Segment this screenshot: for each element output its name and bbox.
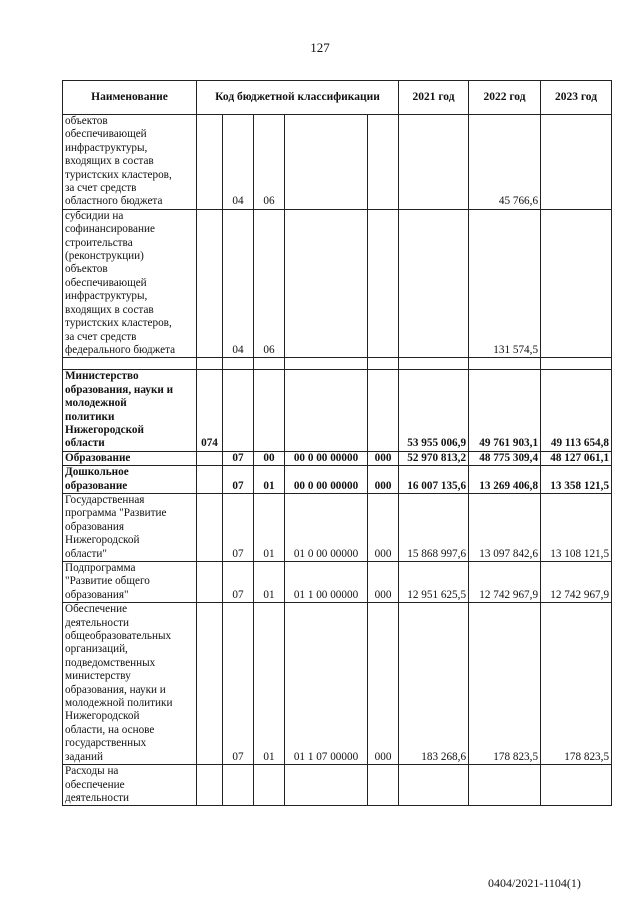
subsection-code bbox=[254, 370, 285, 451]
expense-type-code bbox=[368, 358, 399, 370]
header-budget-code: Код бюджетной классификации bbox=[197, 81, 399, 115]
ministry-code bbox=[197, 209, 223, 357]
amount-2022: 178 823,5 bbox=[469, 603, 541, 765]
amount-2023: 178 823,5 bbox=[541, 603, 612, 765]
document-code: 0404/2021-1104(1) bbox=[488, 876, 581, 890]
expense-type-code: 000 bbox=[368, 562, 399, 603]
subsection-code: 01 bbox=[254, 562, 285, 603]
expense-type-code bbox=[368, 209, 399, 357]
budget-table bbox=[62, 80, 612, 806]
subsection-code: 01 bbox=[254, 466, 285, 494]
row-name: субсидии на софинансирование строительства (реконструкции) объектов обеспечивающей инфраструктуры, входящих в состав туристских кластеров, за счет средств федерального бюджета bbox=[63, 209, 197, 357]
subsection-code bbox=[254, 765, 285, 806]
ministry-code bbox=[197, 466, 223, 494]
table-row bbox=[63, 358, 612, 370]
expense-type-code bbox=[368, 370, 399, 451]
page-number: 127 bbox=[310, 40, 330, 55]
subsection-code: 01 bbox=[254, 603, 285, 765]
target-article-code: 01 1 00 00000 bbox=[285, 562, 368, 603]
table-row bbox=[63, 603, 612, 765]
table-row bbox=[63, 765, 612, 806]
section-code bbox=[223, 358, 254, 370]
header-2021: 2021 год bbox=[399, 81, 469, 115]
expense-type-code: 000 bbox=[368, 451, 399, 465]
amount-2021: 183 268,6 bbox=[399, 603, 469, 765]
section-code: 07 bbox=[223, 603, 254, 765]
amount-2021 bbox=[399, 358, 469, 370]
amount-2021 bbox=[399, 115, 469, 210]
amount-2022: 48 775 309,4 bbox=[469, 451, 541, 465]
amount-2022: 49 761 903,1 bbox=[469, 370, 541, 451]
amount-2023 bbox=[541, 358, 612, 370]
table-row bbox=[63, 209, 612, 357]
amount-2023: 49 113 654,8 bbox=[541, 370, 612, 451]
ministry-code bbox=[197, 603, 223, 765]
amount-2023 bbox=[541, 209, 612, 357]
row-name: Подпрограмма "Развитие общего образования" bbox=[63, 562, 197, 603]
amount-2022 bbox=[469, 358, 541, 370]
expense-type-code bbox=[368, 115, 399, 210]
amount-2021: 12 951 625,5 bbox=[399, 562, 469, 603]
amount-2022 bbox=[469, 765, 541, 806]
table-row bbox=[63, 466, 612, 494]
row-name bbox=[63, 358, 197, 370]
target-article-code: 01 0 00 00000 bbox=[285, 493, 368, 561]
amount-2022: 13 269 406,8 bbox=[469, 466, 541, 494]
ministry-code bbox=[197, 562, 223, 603]
amount-2023 bbox=[541, 765, 612, 806]
table-header-row bbox=[63, 81, 612, 115]
section-code: 07 bbox=[223, 466, 254, 494]
header-2023: 2023 год bbox=[541, 81, 612, 115]
amount-2023: 13 108 121,5 bbox=[541, 493, 612, 561]
header-2022: 2022 год bbox=[469, 81, 541, 115]
amount-2021 bbox=[399, 209, 469, 357]
target-article-code bbox=[285, 370, 368, 451]
amount-2022: 12 742 967,9 bbox=[469, 562, 541, 603]
section-code bbox=[223, 370, 254, 451]
target-article-code bbox=[285, 358, 368, 370]
target-article-code bbox=[285, 115, 368, 210]
row-name: Государственная программа "Развитие образования Нижегородской области" bbox=[63, 493, 197, 561]
table-row bbox=[63, 562, 612, 603]
amount-2021: 15 868 997,6 bbox=[399, 493, 469, 561]
ministry-code bbox=[197, 493, 223, 561]
amount-2022: 13 097 842,6 bbox=[469, 493, 541, 561]
table-row bbox=[63, 115, 612, 210]
row-name: Образование bbox=[63, 451, 197, 465]
amount-2021: 53 955 006,9 bbox=[399, 370, 469, 451]
expense-type-code: 000 bbox=[368, 603, 399, 765]
expense-type-code: 000 bbox=[368, 493, 399, 561]
table-row bbox=[63, 451, 612, 465]
target-article-code: 00 0 00 00000 bbox=[285, 466, 368, 494]
ministry-code bbox=[197, 115, 223, 210]
amount-2023 bbox=[541, 115, 612, 210]
row-name: Дошкольное образование bbox=[63, 466, 197, 494]
amount-2023: 13 358 121,5 bbox=[541, 466, 612, 494]
subsection-code: 01 bbox=[254, 493, 285, 561]
expense-type-code: 000 bbox=[368, 466, 399, 494]
table-row bbox=[63, 370, 612, 451]
amount-2023: 12 742 967,9 bbox=[541, 562, 612, 603]
ministry-code bbox=[197, 451, 223, 465]
section-code bbox=[223, 765, 254, 806]
amount-2022: 131 574,5 bbox=[469, 209, 541, 357]
row-name: Обеспечение деятельности общеобразовательных организаций, подведомственных министерству образования, науки и молодежной политики Нижегородской области, на основе государственных заданий bbox=[63, 603, 197, 765]
subsection-code bbox=[254, 358, 285, 370]
ministry-code: 074 bbox=[197, 370, 223, 451]
subsection-code: 06 bbox=[254, 209, 285, 357]
target-article-code bbox=[285, 209, 368, 357]
target-article-code: 00 0 00 00000 bbox=[285, 451, 368, 465]
ministry-code bbox=[197, 765, 223, 806]
amount-2022: 45 766,6 bbox=[469, 115, 541, 210]
amount-2021: 16 007 135,6 bbox=[399, 466, 469, 494]
section-code: 07 bbox=[223, 493, 254, 561]
section-code: 04 bbox=[223, 209, 254, 357]
subsection-code: 06 bbox=[254, 115, 285, 210]
row-name: Министерство образования, науки и молодежной политики Нижегородской области bbox=[63, 370, 197, 451]
target-article-code bbox=[285, 765, 368, 806]
section-code: 04 bbox=[223, 115, 254, 210]
section-code: 07 bbox=[223, 451, 254, 465]
expense-type-code bbox=[368, 765, 399, 806]
header-name: Наименование bbox=[63, 81, 197, 115]
amount-2023: 48 127 061,1 bbox=[541, 451, 612, 465]
section-code: 07 bbox=[223, 562, 254, 603]
row-name: Расходы на обеспечение деятельности bbox=[63, 765, 197, 806]
row-name: объектов обеспечивающей инфраструктуры, входящих в состав туристских кластеров, за счет средств областного бюджета bbox=[63, 115, 197, 210]
table-row bbox=[63, 493, 612, 561]
amount-2021: 52 970 813,2 bbox=[399, 451, 469, 465]
amount-2021 bbox=[399, 765, 469, 806]
subsection-code: 00 bbox=[254, 451, 285, 465]
target-article-code: 01 1 07 00000 bbox=[285, 603, 368, 765]
table-body bbox=[63, 115, 612, 806]
ministry-code bbox=[197, 358, 223, 370]
